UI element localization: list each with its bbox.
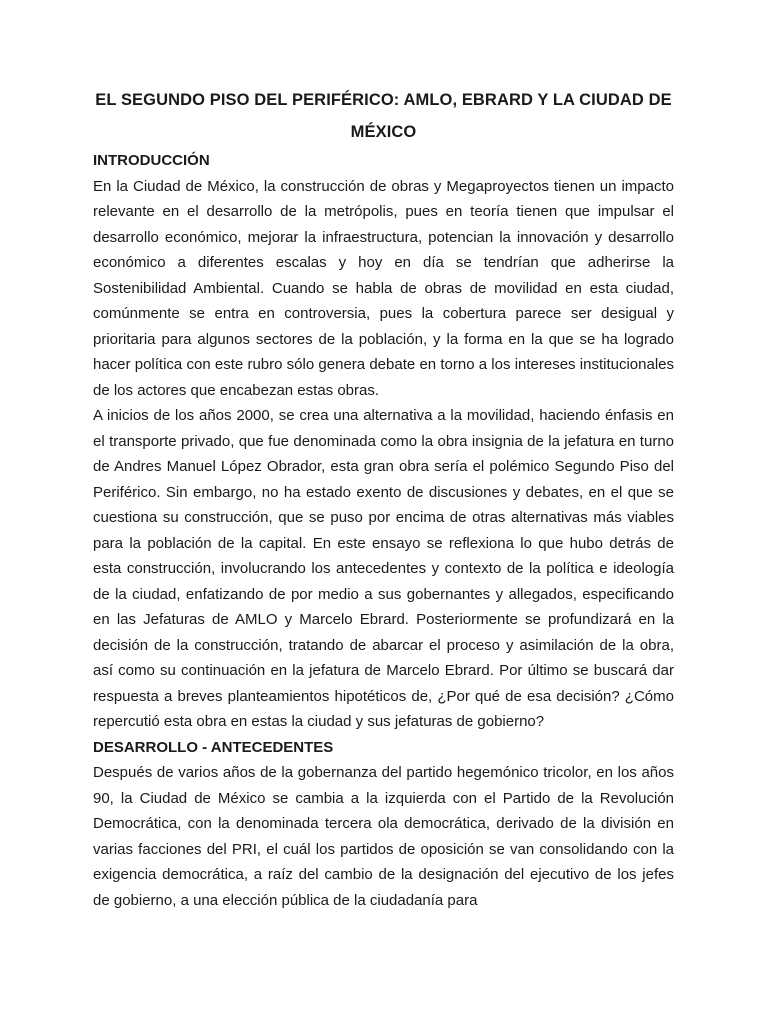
section-desarrollo bbox=[93, 735, 674, 914]
section-heading: INTRODUCCIÓN bbox=[93, 152, 210, 169]
paragraph: En la Ciudad de México, la construcción de obras y Megaproyectos tienen un impacto relevante en el desarrollo de la metrópolis, pues en teoría tienen que impulsar el desarrollo económico, mejorar la infraestructura, potencian la innovación y desarrollo económico a diferentes escalas y hoy en día se tendrían que adherirse la Sostenibilidad Ambiental. Cuando se habla de obras de movilidad en esta ciudad, comúnmente se entra en controversia, pues la cobertura parece ser desigual y prioritaria para algunos sectores de la población, y la forma en la que se ha logrado hacer política con este rubro sólo genera debate en torno a los intereses institucionales de los actores que encabezan estas obras. bbox=[93, 177, 674, 399]
document-page bbox=[93, 84, 674, 913]
section-heading: DESARROLLO - ANTECEDENTES bbox=[93, 738, 334, 756]
paragraph: A inicios de los años 2000, se crea una alternativa a la movilidad, haciendo énfasis en el transporte privado, que fue denominada como la obra insignia de la jefatura en turno de Andres Manuel López Obrador, esta gran obra sería el polémico Segundo Piso del Periférico. Sin embargo, no ha estado exento de discusiones y debates, en el que se cuestiona su construcción, que se puso por encima de otras alternativas más viables para la población de la capital. En este ensayo se reflexiona lo que hubo detrás de esta construcción, involucrando los antecedentes y contexto de la política e ideología de la ciudad, enfatizando de por medio a sus gobernantes y allegados, especificando en las Jefaturas de AMLO y Marcelo Ebrard. Posteriormente se profundizará en la decisión de la construcción, tratando de abarcar el proceso y asimilación de la obra, así como su continuación en la jefatura de Marcelo Ebrard. Por último se buscará dar respuesta a breves planteamientos hipotéticos de, ¿Por qué de esa decisión? ¿Cómo repercutió esta obra en estas la ciudad y sus jefaturas de gobierno? bbox=[93, 407, 674, 730]
paragraph: Después de varios años de la gobernanza del partido hegemónico tricolor, en los años 90, la Ciudad de México se cambia a la izquierda con el Partido de la Revolución Democrática, con la denominada tercera ola democrática, derivado de la división en varias facciones del PRI, el cuál los partidos de oposición se van consolidando con la exigencia democrática, a raíz del cambio de la designación del ejecutivo de los jefes de gobierno, a una elección pública de la ciudadanía para bbox=[93, 764, 674, 909]
section-introduccion bbox=[93, 148, 674, 735]
document-title: EL SEGUNDO PISO DEL PERIFÉRICO: AMLO, EBRARD Y LA CIUDAD DE MÉXICO bbox=[95, 91, 672, 141]
